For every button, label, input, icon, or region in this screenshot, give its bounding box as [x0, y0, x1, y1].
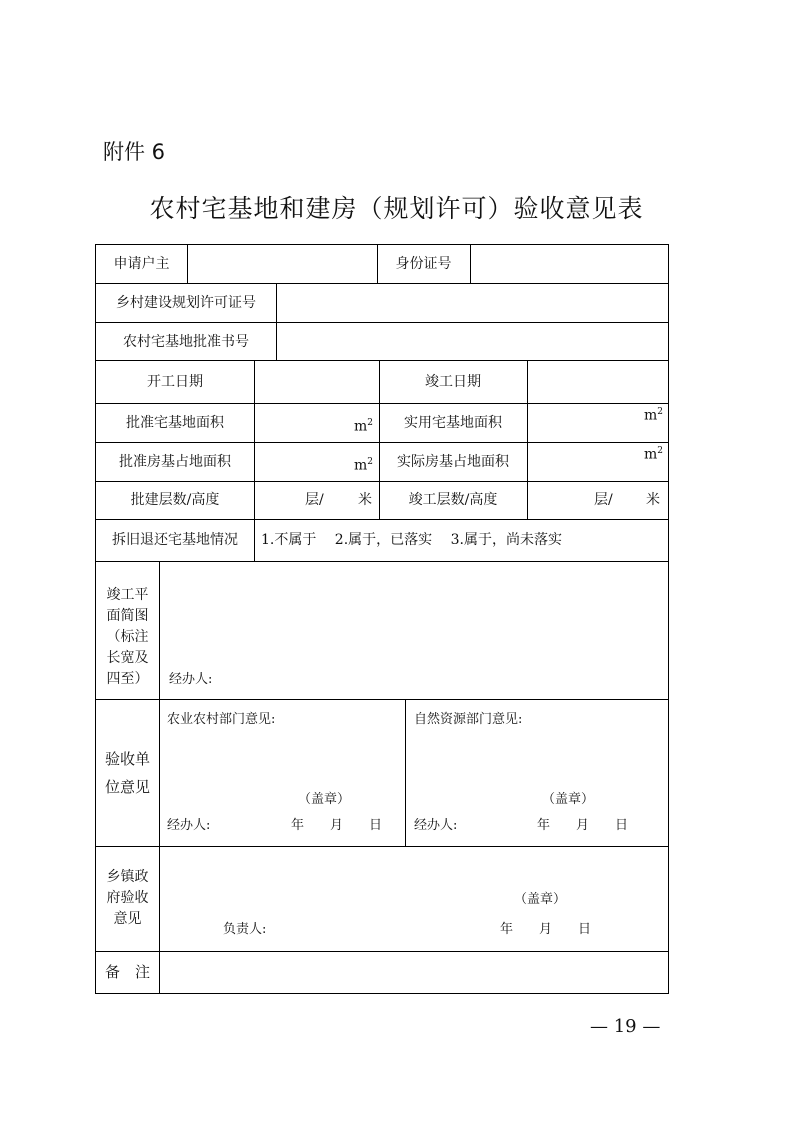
township-date-label: 年 月 日	[500, 922, 592, 937]
agri-dept-opinion-heading: 农业农村部门意见:	[167, 712, 276, 727]
planning-permit-label: 乡村建设规划许可证号	[116, 295, 256, 311]
row-divider	[96, 699, 668, 700]
col-divider	[254, 519, 255, 561]
area-unit: $m^2$	[354, 418, 374, 435]
agri-date-label: 年 月 日	[291, 818, 383, 833]
row-divider	[96, 360, 668, 361]
form-title: 农村宅基地和建房（规划许可）验收意见表	[149, 194, 644, 223]
attachment-label: 附件 6	[103, 140, 166, 164]
township-responsible-label: 负责人:	[223, 922, 267, 937]
approved-homestead-area-label: 批准宅基地面积	[126, 415, 224, 431]
demolish-options: 1.不属于 2.属于，已落实 3.属于，尚未落实	[261, 532, 562, 548]
agri-seal-label: （盖章）	[298, 792, 351, 807]
row-divider	[96, 846, 668, 847]
col-divider	[527, 360, 528, 519]
col-divider	[470, 245, 471, 283]
demolish-return-label: 拆旧退还宅基地情况	[112, 532, 238, 548]
finished-floors-label: 竣工层数/高度	[408, 492, 498, 508]
township-opinion-label: 乡镇政 府验收 意见	[106, 869, 149, 927]
area-unit: $m^2$	[644, 446, 664, 463]
row-divider	[96, 481, 668, 482]
resources-date-label: 年 月 日	[537, 818, 629, 833]
row-divider	[96, 951, 668, 952]
plan-sketch-label: 竣工平 面简图 （标注 长宽及 四至）	[106, 587, 149, 687]
row-divider	[96, 442, 668, 443]
approved-footprint-label: 批准房基占地面积	[119, 454, 231, 470]
height-unit: 米	[646, 492, 660, 508]
actual-footprint-label: 实际房基占地面积	[397, 454, 509, 470]
homestead-approval-label: 农村宅基地批准书号	[123, 334, 249, 350]
col-divider	[405, 699, 406, 846]
finish-date-label: 竣工日期	[425, 374, 481, 390]
actual-homestead-area-label: 实用宅基地面积	[404, 415, 502, 431]
height-unit: 米	[358, 492, 372, 508]
row-divider	[96, 403, 668, 404]
floor-unit: 层/	[305, 492, 324, 508]
page-number: — 19 —	[590, 1016, 661, 1037]
applicant-label: 申请户主	[113, 256, 170, 272]
col-divider	[254, 360, 255, 519]
floor-unit: 层/	[594, 492, 613, 508]
plan-handler-label: 经办人:	[169, 672, 213, 687]
area-unit: $m^2$	[644, 407, 664, 424]
row-divider	[96, 283, 668, 284]
start-date-label: 开工日期	[147, 374, 203, 390]
remarks-label: 备 注	[104, 963, 150, 981]
acceptance-form	[95, 244, 669, 994]
approved-floors-label: 批建层数/高度	[130, 492, 220, 508]
row-divider	[96, 561, 668, 562]
acceptance-unit-label: 验收单 位意见	[104, 750, 150, 796]
resources-handler-label: 经办人:	[414, 818, 458, 833]
agri-handler-label: 经办人:	[167, 818, 211, 833]
row-divider	[96, 322, 668, 323]
resources-seal-label: （盖章）	[542, 792, 595, 807]
id-number-label: 身份证号	[395, 256, 452, 272]
col-divider	[187, 245, 188, 283]
resources-dept-opinion-heading: 自然资源部门意见:	[414, 712, 523, 727]
col-divider	[276, 283, 277, 360]
row-divider	[96, 519, 668, 520]
col-divider	[159, 561, 160, 993]
area-unit: $m^2$	[354, 457, 374, 474]
township-seal-label: （盖章）	[514, 892, 567, 907]
